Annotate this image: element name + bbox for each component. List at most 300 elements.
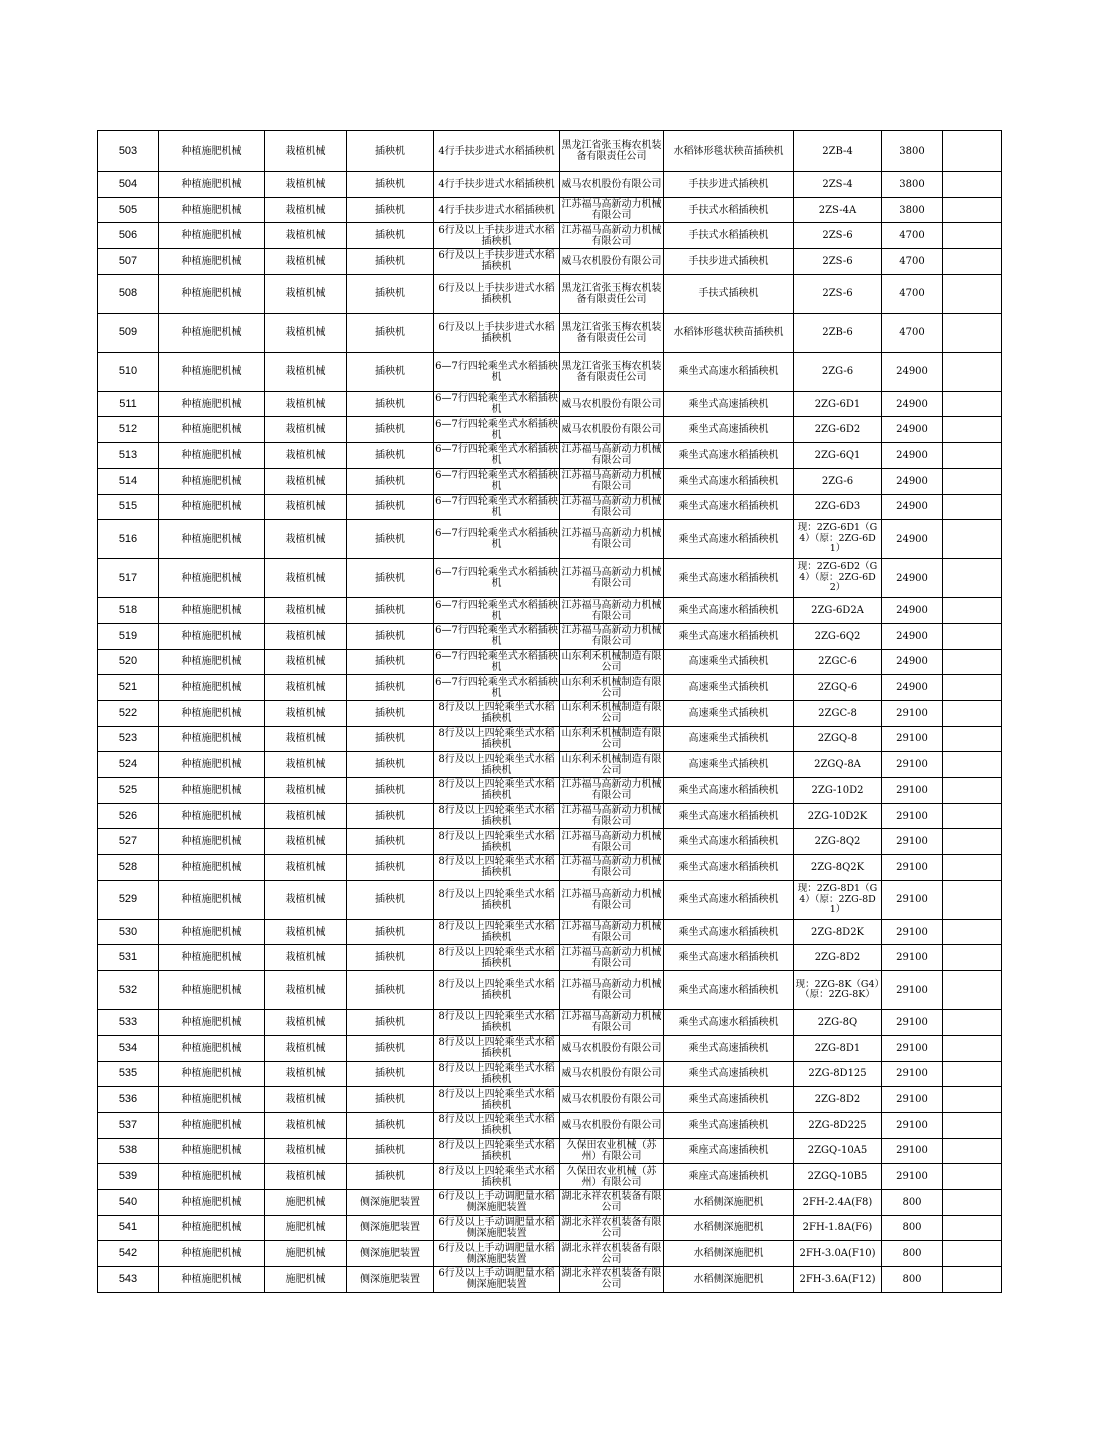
subsidy-amount-cell: 800 (882, 1189, 943, 1215)
model-number-cell: 2ZG-10D2K (794, 803, 882, 829)
product-name-cell: 乘坐式高速水稻插秧机 (664, 352, 794, 391)
table-row (98, 1061, 1002, 1087)
remark-cell (943, 274, 1002, 313)
machine-category-cell: 种植施肥机械 (159, 829, 265, 855)
machine-item-cell: 插秧机 (347, 520, 434, 559)
remark-cell (943, 803, 1002, 829)
row-number-cell: 535 (98, 1061, 159, 1087)
product-name-cell: 手扶式水稻插秧机 (664, 223, 794, 249)
table-row (98, 855, 1002, 881)
grade-spec-cell: 6行及以上手扶步进式水稻插秧机 (434, 249, 560, 275)
product-name-cell: 手扶步进式插秧机 (664, 172, 794, 198)
table-row (98, 829, 1002, 855)
machine-category-cell: 种植施肥机械 (159, 391, 265, 417)
machine-subcategory-cell: 栽植机械 (265, 249, 347, 275)
row-number-cell: 503 (98, 131, 159, 172)
grade-spec-cell: 6—7行四轮乘坐式水稻插秧机 (435, 393, 558, 416)
product-name-cell: 高速乘坐式插秧机 (664, 649, 794, 675)
model-number-cell: 2ZG-8D1 (794, 1035, 882, 1061)
product-name-cell: 手扶步进式插秧机 (664, 249, 794, 275)
subsidy-amount-cell: 29100 (882, 945, 943, 971)
machine-subcategory-cell: 栽植机械 (265, 1035, 347, 1061)
manufacturer-cell: 久保田农业机械（苏州）有限公司 (560, 1138, 664, 1164)
model-number-cell: 2ZS-6 (794, 223, 882, 249)
remark-cell (943, 855, 1002, 881)
remark-cell (943, 1241, 1002, 1267)
grade-spec-cell: 6—7行四轮乘坐式水稻插秧机 (434, 352, 560, 391)
table-row (98, 1189, 1002, 1215)
subsidy-amount-cell: 29100 (882, 919, 943, 945)
row-number-cell: 531 (98, 945, 159, 971)
model-number-cell: 2FH-3.6A(F12) (794, 1267, 882, 1293)
machine-item-cell: 插秧机 (347, 880, 434, 919)
machine-item-cell: 插秧机 (347, 494, 434, 520)
remark-cell (943, 649, 1002, 675)
row-number-cell: 543 (98, 1267, 159, 1293)
machine-category-cell: 种植施肥机械 (159, 1164, 265, 1190)
grade-spec-cell: 6—7行四轮乘坐式水稻插秧机 (435, 495, 558, 518)
model-number-cell: 2ZG-6 (794, 352, 882, 391)
manufacturer-cell: 威马农机股份有限公司 (560, 1035, 664, 1061)
grade-spec-cell: 8行及以上四轮乘坐式水稻插秧机 (434, 726, 560, 752)
manufacturer-cell: 湖北永祥农机装备有限公司 (561, 1191, 662, 1214)
remark-cell (943, 945, 1002, 971)
manufacturer-cell: 江苏福马高新动力机械有限公司 (561, 1011, 662, 1034)
table-row (98, 1164, 1002, 1190)
machine-item-cell: 插秧机 (347, 172, 434, 198)
machine-subcategory-cell: 栽植机械 (265, 131, 347, 172)
subsidy-amount-cell: 29100 (882, 1035, 943, 1061)
remark-cell (943, 131, 1002, 172)
table-row (98, 1112, 1002, 1138)
product-name-cell: 乘坐式高速水稻插秧机 (664, 443, 794, 469)
model-number-cell: 2FH-3.0A(F10) (794, 1241, 882, 1267)
manufacturer-cell: 威马农机股份有限公司 (560, 1087, 664, 1113)
product-name-cell: 乘坐式高速水稻插秧机 (664, 559, 794, 598)
subsidy-amount-cell: 29100 (882, 1164, 943, 1190)
manufacturer-cell: 湖北永祥农机装备有限公司 (561, 1268, 662, 1291)
machine-subcategory-cell: 栽植机械 (265, 443, 347, 469)
grade-spec-cell: 6—7行四轮乘坐式水稻插秧机 (435, 418, 558, 441)
remark-cell (943, 700, 1002, 726)
model-number-cell: 2ZG-6Q2 (794, 623, 882, 649)
table-row (98, 223, 1002, 249)
remark-cell (943, 880, 1002, 919)
machine-item-cell: 侧深施肥装置 (347, 1267, 434, 1293)
machine-item-cell: 插秧机 (347, 274, 434, 313)
row-number-cell: 529 (98, 880, 159, 919)
manufacturer-cell: 江苏福马高新动力机械有限公司 (561, 921, 662, 944)
remark-cell (943, 919, 1002, 945)
product-name-cell: 乘坐式高速插秧机 (664, 1112, 794, 1138)
machine-item-cell: 插秧机 (347, 919, 434, 945)
machine-subcategory-cell: 栽植机械 (265, 391, 347, 417)
product-name-cell: 乘坐式高速插秧机 (664, 1061, 794, 1087)
machine-item-cell: 插秧机 (347, 1138, 434, 1164)
grade-spec-cell: 6—7行四轮乘坐式水稻插秧机 (435, 444, 558, 467)
table-row (98, 443, 1002, 469)
model-number-cell: 2ZG-8D125 (794, 1061, 882, 1087)
model-number-cell: 现：2ZG-6D2（G4）（原：2ZG-6D2） (794, 559, 882, 598)
remark-cell (943, 1267, 1002, 1293)
grade-spec-cell: 8行及以上四轮乘坐式水稻插秧机 (434, 752, 560, 778)
grade-spec-cell: 8行及以上四轮乘坐式水稻插秧机 (434, 971, 560, 1010)
table-row (98, 880, 1002, 919)
machine-category-cell: 种植施肥机械 (159, 223, 265, 249)
remark-cell (943, 1164, 1002, 1190)
manufacturer-cell: 山东利禾机械制造有限公司 (561, 727, 662, 750)
machine-subcategory-cell: 栽植机械 (265, 945, 347, 971)
grade-spec-cell: 6行及以上手动调肥量水稻侧深施肥装置 (434, 1189, 560, 1215)
machine-subcategory-cell: 施肥机械 (265, 1215, 347, 1241)
product-name-cell: 乘坐式高速水稻插秧机 (664, 971, 794, 1010)
row-number-cell: 530 (98, 919, 159, 945)
grade-spec-cell: 4行手扶步进式水稻插秧机 (434, 131, 560, 172)
machine-subcategory-cell: 栽植机械 (265, 417, 347, 443)
product-name-cell: 乘坐式高速水稻插秧机 (664, 829, 794, 855)
machine-category-cell: 种植施肥机械 (159, 945, 265, 971)
table-row (98, 1035, 1002, 1061)
row-number-cell: 513 (98, 443, 159, 469)
machine-item-cell: 插秧机 (347, 391, 434, 417)
remark-cell (943, 391, 1002, 417)
machine-subcategory-cell: 栽植机械 (265, 700, 347, 726)
subsidy-amount-cell: 29100 (882, 700, 943, 726)
subsidy-amount-cell: 800 (882, 1241, 943, 1267)
product-name-cell: 乘坐式高速水稻插秧机 (664, 494, 794, 520)
machine-item-cell: 插秧机 (347, 131, 434, 172)
machine-item-cell: 插秧机 (347, 352, 434, 391)
table-row (98, 1138, 1002, 1164)
row-number-cell: 541 (98, 1215, 159, 1241)
table-row (98, 752, 1002, 778)
remark-cell (943, 829, 1002, 855)
row-number-cell: 526 (98, 803, 159, 829)
row-number-cell: 533 (98, 1010, 159, 1036)
machine-subcategory-cell: 栽植机械 (265, 197, 347, 223)
product-name-cell: 水稻侧深施肥机 (664, 1189, 794, 1215)
manufacturer-cell: 久保田农业机械（苏州）有限公司 (560, 1164, 664, 1190)
manufacturer-cell: 江苏福马高新动力机械有限公司 (561, 495, 662, 518)
subsidy-amount-cell: 800 (882, 1267, 943, 1293)
manufacturer-cell: 山东利禾机械制造有限公司 (561, 650, 662, 673)
row-number-cell: 520 (98, 649, 159, 675)
product-name-cell: 乘坐式高速水稻插秧机 (664, 919, 794, 945)
machine-subcategory-cell: 栽植机械 (265, 274, 347, 313)
machine-item-cell: 插秧机 (347, 623, 434, 649)
machine-category-cell: 种植施肥机械 (159, 1087, 265, 1113)
subsidy-amount-cell: 24900 (882, 520, 943, 559)
remark-cell (943, 352, 1002, 391)
machine-subcategory-cell: 栽植机械 (265, 1112, 347, 1138)
remark-cell (943, 778, 1002, 804)
remark-cell (943, 675, 1002, 701)
grade-spec-cell: 6行及以上手动调肥量水稻侧深施肥装置 (434, 1241, 560, 1267)
model-number-cell: 现：2ZG-8K（G4）（原：2ZG-8K） (794, 971, 882, 1010)
product-name-cell: 乘坐式高速水稻插秧机 (664, 598, 794, 624)
product-name-cell: 乘坐式高速水稻插秧机 (664, 803, 794, 829)
model-number-cell: 2ZGQ-8A (794, 752, 882, 778)
subsidy-amount-cell: 24900 (882, 598, 943, 624)
table-row (98, 131, 1002, 172)
row-number-cell: 515 (98, 494, 159, 520)
grade-spec-cell: 8行及以上四轮乘坐式水稻插秧机 (434, 945, 560, 971)
model-number-cell: 2ZGC-6 (794, 649, 882, 675)
remark-cell (943, 1138, 1002, 1164)
subsidy-amount-cell: 29100 (882, 829, 943, 855)
machine-category-cell: 种植施肥机械 (159, 675, 265, 701)
product-name-cell: 高速乘坐式插秧机 (664, 752, 794, 778)
row-number-cell: 517 (98, 559, 159, 598)
machine-subcategory-cell: 施肥机械 (265, 1189, 347, 1215)
product-name-cell: 乘坐式高速水稻插秧机 (664, 520, 794, 559)
grade-spec-cell: 8行及以上四轮乘坐式水稻插秧机 (434, 700, 560, 726)
subsidy-amount-cell: 24900 (882, 559, 943, 598)
machine-category-cell: 种植施肥机械 (159, 778, 265, 804)
table-row (98, 391, 1002, 417)
machine-item-cell: 插秧机 (347, 223, 434, 249)
machine-subcategory-cell: 栽植机械 (265, 352, 347, 391)
model-number-cell: 2ZG-6D3 (794, 494, 882, 520)
product-name-cell: 乘坐式高速水稻插秧机 (664, 855, 794, 881)
product-name-cell: 高速乘坐式插秧机 (664, 726, 794, 752)
remark-cell (943, 468, 1002, 494)
machine-subcategory-cell: 栽植机械 (265, 598, 347, 624)
machine-subcategory-cell: 栽植机械 (265, 1087, 347, 1113)
remark-cell (943, 520, 1002, 559)
grade-spec-cell: 8行及以上四轮乘坐式水稻插秧机 (434, 1164, 560, 1190)
product-name-cell: 乘坐式高速插秧机 (664, 1035, 794, 1061)
row-number-cell: 514 (98, 468, 159, 494)
product-name-cell: 乘坐式高速水稻插秧机 (664, 468, 794, 494)
machine-subcategory-cell: 栽植机械 (265, 880, 347, 919)
table-row (98, 623, 1002, 649)
subsidy-amount-cell: 29100 (882, 880, 943, 919)
row-number-cell: 539 (98, 1164, 159, 1190)
grade-spec-cell: 6—7行四轮乘坐式水稻插秧机 (435, 650, 558, 673)
table-row (98, 726, 1002, 752)
row-number-cell: 518 (98, 598, 159, 624)
row-number-cell: 540 (98, 1189, 159, 1215)
machine-category-cell: 种植施肥机械 (159, 919, 265, 945)
row-number-cell: 528 (98, 855, 159, 881)
row-number-cell: 510 (98, 352, 159, 391)
subsidy-amount-cell: 29100 (882, 1010, 943, 1036)
remark-cell (943, 1215, 1002, 1241)
product-name-cell: 高速乘坐式插秧机 (664, 675, 794, 701)
grade-spec-cell: 8行及以上四轮乘坐式水稻插秧机 (434, 1010, 560, 1036)
grade-spec-cell: 8行及以上四轮乘坐式水稻插秧机 (434, 803, 560, 829)
subsidy-amount-cell: 29100 (882, 726, 943, 752)
row-number-cell: 538 (98, 1138, 159, 1164)
machine-item-cell: 插秧机 (347, 1164, 434, 1190)
manufacturer-cell: 江苏福马高新动力机械有限公司 (560, 559, 664, 598)
manufacturer-cell: 山东利禾机械制造有限公司 (561, 753, 662, 776)
machine-item-cell: 插秧机 (347, 971, 434, 1010)
subsidy-amount-cell: 29100 (882, 1087, 943, 1113)
manufacturer-cell: 威马农机股份有限公司 (560, 172, 664, 198)
table-row (98, 1241, 1002, 1267)
table-row (98, 249, 1002, 275)
table-row (98, 919, 1002, 945)
model-number-cell: 现：2ZG-8D1（G4）（原：2ZG-8D1） (794, 880, 882, 919)
subsidy-amount-cell: 29100 (882, 752, 943, 778)
machine-category-cell: 种植施肥机械 (159, 752, 265, 778)
product-name-cell: 乘坐式高速水稻插秧机 (664, 945, 794, 971)
machine-item-cell: 插秧机 (347, 803, 434, 829)
subsidy-amount-cell: 24900 (882, 623, 943, 649)
machine-category-cell: 种植施肥机械 (159, 1138, 265, 1164)
model-number-cell: 现：2ZG-6D1（G4）（原：2ZG-6D1） (794, 520, 882, 559)
machine-category-cell: 种植施肥机械 (159, 468, 265, 494)
product-name-cell: 乘坐式高速插秧机 (664, 417, 794, 443)
grade-spec-cell: 6行及以上手扶步进式水稻插秧机 (434, 313, 560, 352)
model-number-cell: 2ZGC-8 (794, 700, 882, 726)
row-number-cell: 532 (98, 971, 159, 1010)
manufacturer-cell: 黑龙江省张玉梅农机装备有限责任公司 (560, 313, 664, 352)
machine-category-cell: 种植施肥机械 (159, 520, 265, 559)
manufacturer-cell: 江苏福马高新动力机械有限公司 (561, 856, 662, 879)
row-number-cell: 504 (98, 172, 159, 198)
machine-item-cell: 插秧机 (347, 1035, 434, 1061)
model-number-cell: 2ZS-6 (794, 249, 882, 275)
row-number-cell: 512 (98, 417, 159, 443)
model-number-cell: 2ZGQ-10A5 (794, 1138, 882, 1164)
table-row (98, 468, 1002, 494)
product-name-cell: 乘座式高速插秧机 (664, 1138, 794, 1164)
machine-category-cell: 种植施肥机械 (159, 649, 265, 675)
table-row (98, 598, 1002, 624)
machine-item-cell: 插秧机 (347, 649, 434, 675)
machine-item-cell: 插秧机 (347, 313, 434, 352)
machine-subcategory-cell: 栽植机械 (265, 223, 347, 249)
product-name-cell: 水稻侧深施肥机 (664, 1267, 794, 1293)
table-row (98, 803, 1002, 829)
machine-category-cell: 种植施肥机械 (159, 880, 265, 919)
remark-cell (943, 1189, 1002, 1215)
table-row (98, 197, 1002, 223)
machine-subcategory-cell: 栽植机械 (265, 623, 347, 649)
machine-item-cell: 插秧机 (347, 443, 434, 469)
remark-cell (943, 623, 1002, 649)
table-row (98, 778, 1002, 804)
machine-subcategory-cell: 栽植机械 (265, 1164, 347, 1190)
machine-item-cell: 侧深施肥装置 (347, 1241, 434, 1267)
manufacturer-cell: 威马农机股份有限公司 (560, 249, 664, 275)
machine-item-cell: 插秧机 (347, 945, 434, 971)
manufacturer-cell: 山东利禾机械制造有限公司 (561, 676, 662, 699)
manufacturer-cell: 黑龙江省张玉梅农机装备有限责任公司 (560, 274, 664, 313)
subsidy-amount-cell: 29100 (882, 1138, 943, 1164)
grade-spec-cell: 6行及以上手动调肥量水稻侧深施肥装置 (434, 1215, 560, 1241)
model-number-cell: 2ZB-6 (794, 313, 882, 352)
model-number-cell: 2ZGQ-8 (794, 726, 882, 752)
remark-cell (943, 1035, 1002, 1061)
manufacturer-cell: 威马农机股份有限公司 (560, 417, 664, 443)
manufacturer-cell: 江苏福马高新动力机械有限公司 (561, 830, 662, 853)
manufacturer-cell: 江苏福马高新动力机械有限公司 (561, 470, 662, 493)
subsidy-amount-cell: 29100 (882, 1061, 943, 1087)
product-name-cell: 手扶式插秧机 (664, 274, 794, 313)
machine-category-cell: 种植施肥机械 (159, 803, 265, 829)
subsidy-amount-cell: 24900 (882, 494, 943, 520)
grade-spec-cell: 6—7行四轮乘坐式水稻插秧机 (435, 625, 558, 648)
manufacturer-cell: 江苏福马高新动力机械有限公司 (561, 625, 662, 648)
machine-subcategory-cell: 栽植机械 (265, 559, 347, 598)
machine-category-cell: 种植施肥机械 (159, 598, 265, 624)
machine-subcategory-cell: 栽植机械 (265, 855, 347, 881)
manufacturer-cell: 江苏福马高新动力机械有限公司 (561, 224, 662, 247)
machine-category-cell: 种植施肥机械 (159, 313, 265, 352)
machine-category-cell: 种植施肥机械 (159, 1035, 265, 1061)
machine-item-cell: 插秧机 (347, 855, 434, 881)
machine-item-cell: 插秧机 (347, 778, 434, 804)
row-number-cell: 536 (98, 1087, 159, 1113)
subsidy-amount-cell: 29100 (882, 1112, 943, 1138)
product-name-cell: 水稻钵形毯状秧苗插秧机 (664, 313, 794, 352)
machine-item-cell: 侧深施肥装置 (347, 1189, 434, 1215)
grade-spec-cell: 8行及以上四轮乘坐式水稻插秧机 (434, 1087, 560, 1113)
remark-cell (943, 559, 1002, 598)
machine-category-cell: 种植施肥机械 (159, 249, 265, 275)
machine-category-cell: 种植施肥机械 (159, 1112, 265, 1138)
subsidy-amount-cell: 24900 (882, 468, 943, 494)
table-row (98, 675, 1002, 701)
grade-spec-cell: 8行及以上四轮乘坐式水稻插秧机 (434, 1138, 560, 1164)
row-number-cell: 534 (98, 1035, 159, 1061)
remark-cell (943, 197, 1002, 223)
product-name-cell: 乘坐式高速水稻插秧机 (664, 623, 794, 649)
table-row (98, 1087, 1002, 1113)
manufacturer-cell: 黑龙江省张玉梅农机装备有限责任公司 (560, 131, 664, 172)
machine-subcategory-cell: 栽植机械 (265, 752, 347, 778)
machine-category-cell: 种植施肥机械 (159, 726, 265, 752)
model-number-cell: 2ZG-6D2 (794, 417, 882, 443)
machine-subcategory-cell: 栽植机械 (265, 649, 347, 675)
machine-category-cell: 种植施肥机械 (159, 352, 265, 391)
row-number-cell: 542 (98, 1241, 159, 1267)
grade-spec-cell: 6—7行四轮乘坐式水稻插秧机 (435, 470, 558, 493)
machine-item-cell: 插秧机 (347, 752, 434, 778)
model-number-cell: 2ZG-8D2 (794, 1087, 882, 1113)
manufacturer-cell: 湖北永祥农机装备有限公司 (561, 1242, 662, 1265)
machine-item-cell: 插秧机 (347, 829, 434, 855)
grade-spec-cell: 6—7行四轮乘坐式水稻插秧机 (435, 676, 558, 699)
grade-spec-cell: 6行及以上手扶步进式水稻插秧机 (434, 274, 560, 313)
table-row (98, 700, 1002, 726)
table-row (98, 417, 1002, 443)
product-name-cell: 高速乘坐式插秧机 (664, 700, 794, 726)
machine-category-cell: 种植施肥机械 (159, 971, 265, 1010)
grade-spec-cell: 8行及以上四轮乘坐式水稻插秧机 (434, 1112, 560, 1138)
model-number-cell: 2ZG-10D2 (794, 778, 882, 804)
machine-item-cell: 插秧机 (347, 1087, 434, 1113)
remark-cell (943, 249, 1002, 275)
subsidy-amount-cell: 24900 (882, 391, 943, 417)
manufacturer-cell: 江苏福马高新动力机械有限公司 (561, 444, 662, 467)
model-number-cell: 2ZG-8Q (794, 1010, 882, 1036)
row-number-cell: 511 (98, 391, 159, 417)
subsidy-amount-cell: 4700 (882, 313, 943, 352)
machine-category-cell: 种植施肥机械 (159, 700, 265, 726)
grade-spec-cell: 8行及以上四轮乘坐式水稻插秧机 (434, 880, 560, 919)
remark-cell (943, 752, 1002, 778)
machine-subcategory-cell: 栽植机械 (265, 778, 347, 804)
row-number-cell: 519 (98, 623, 159, 649)
machine-category-cell: 种植施肥机械 (159, 559, 265, 598)
grade-spec-cell: 6—7行四轮乘坐式水稻插秧机 (434, 520, 560, 559)
product-name-cell: 乘坐式高速水稻插秧机 (664, 880, 794, 919)
